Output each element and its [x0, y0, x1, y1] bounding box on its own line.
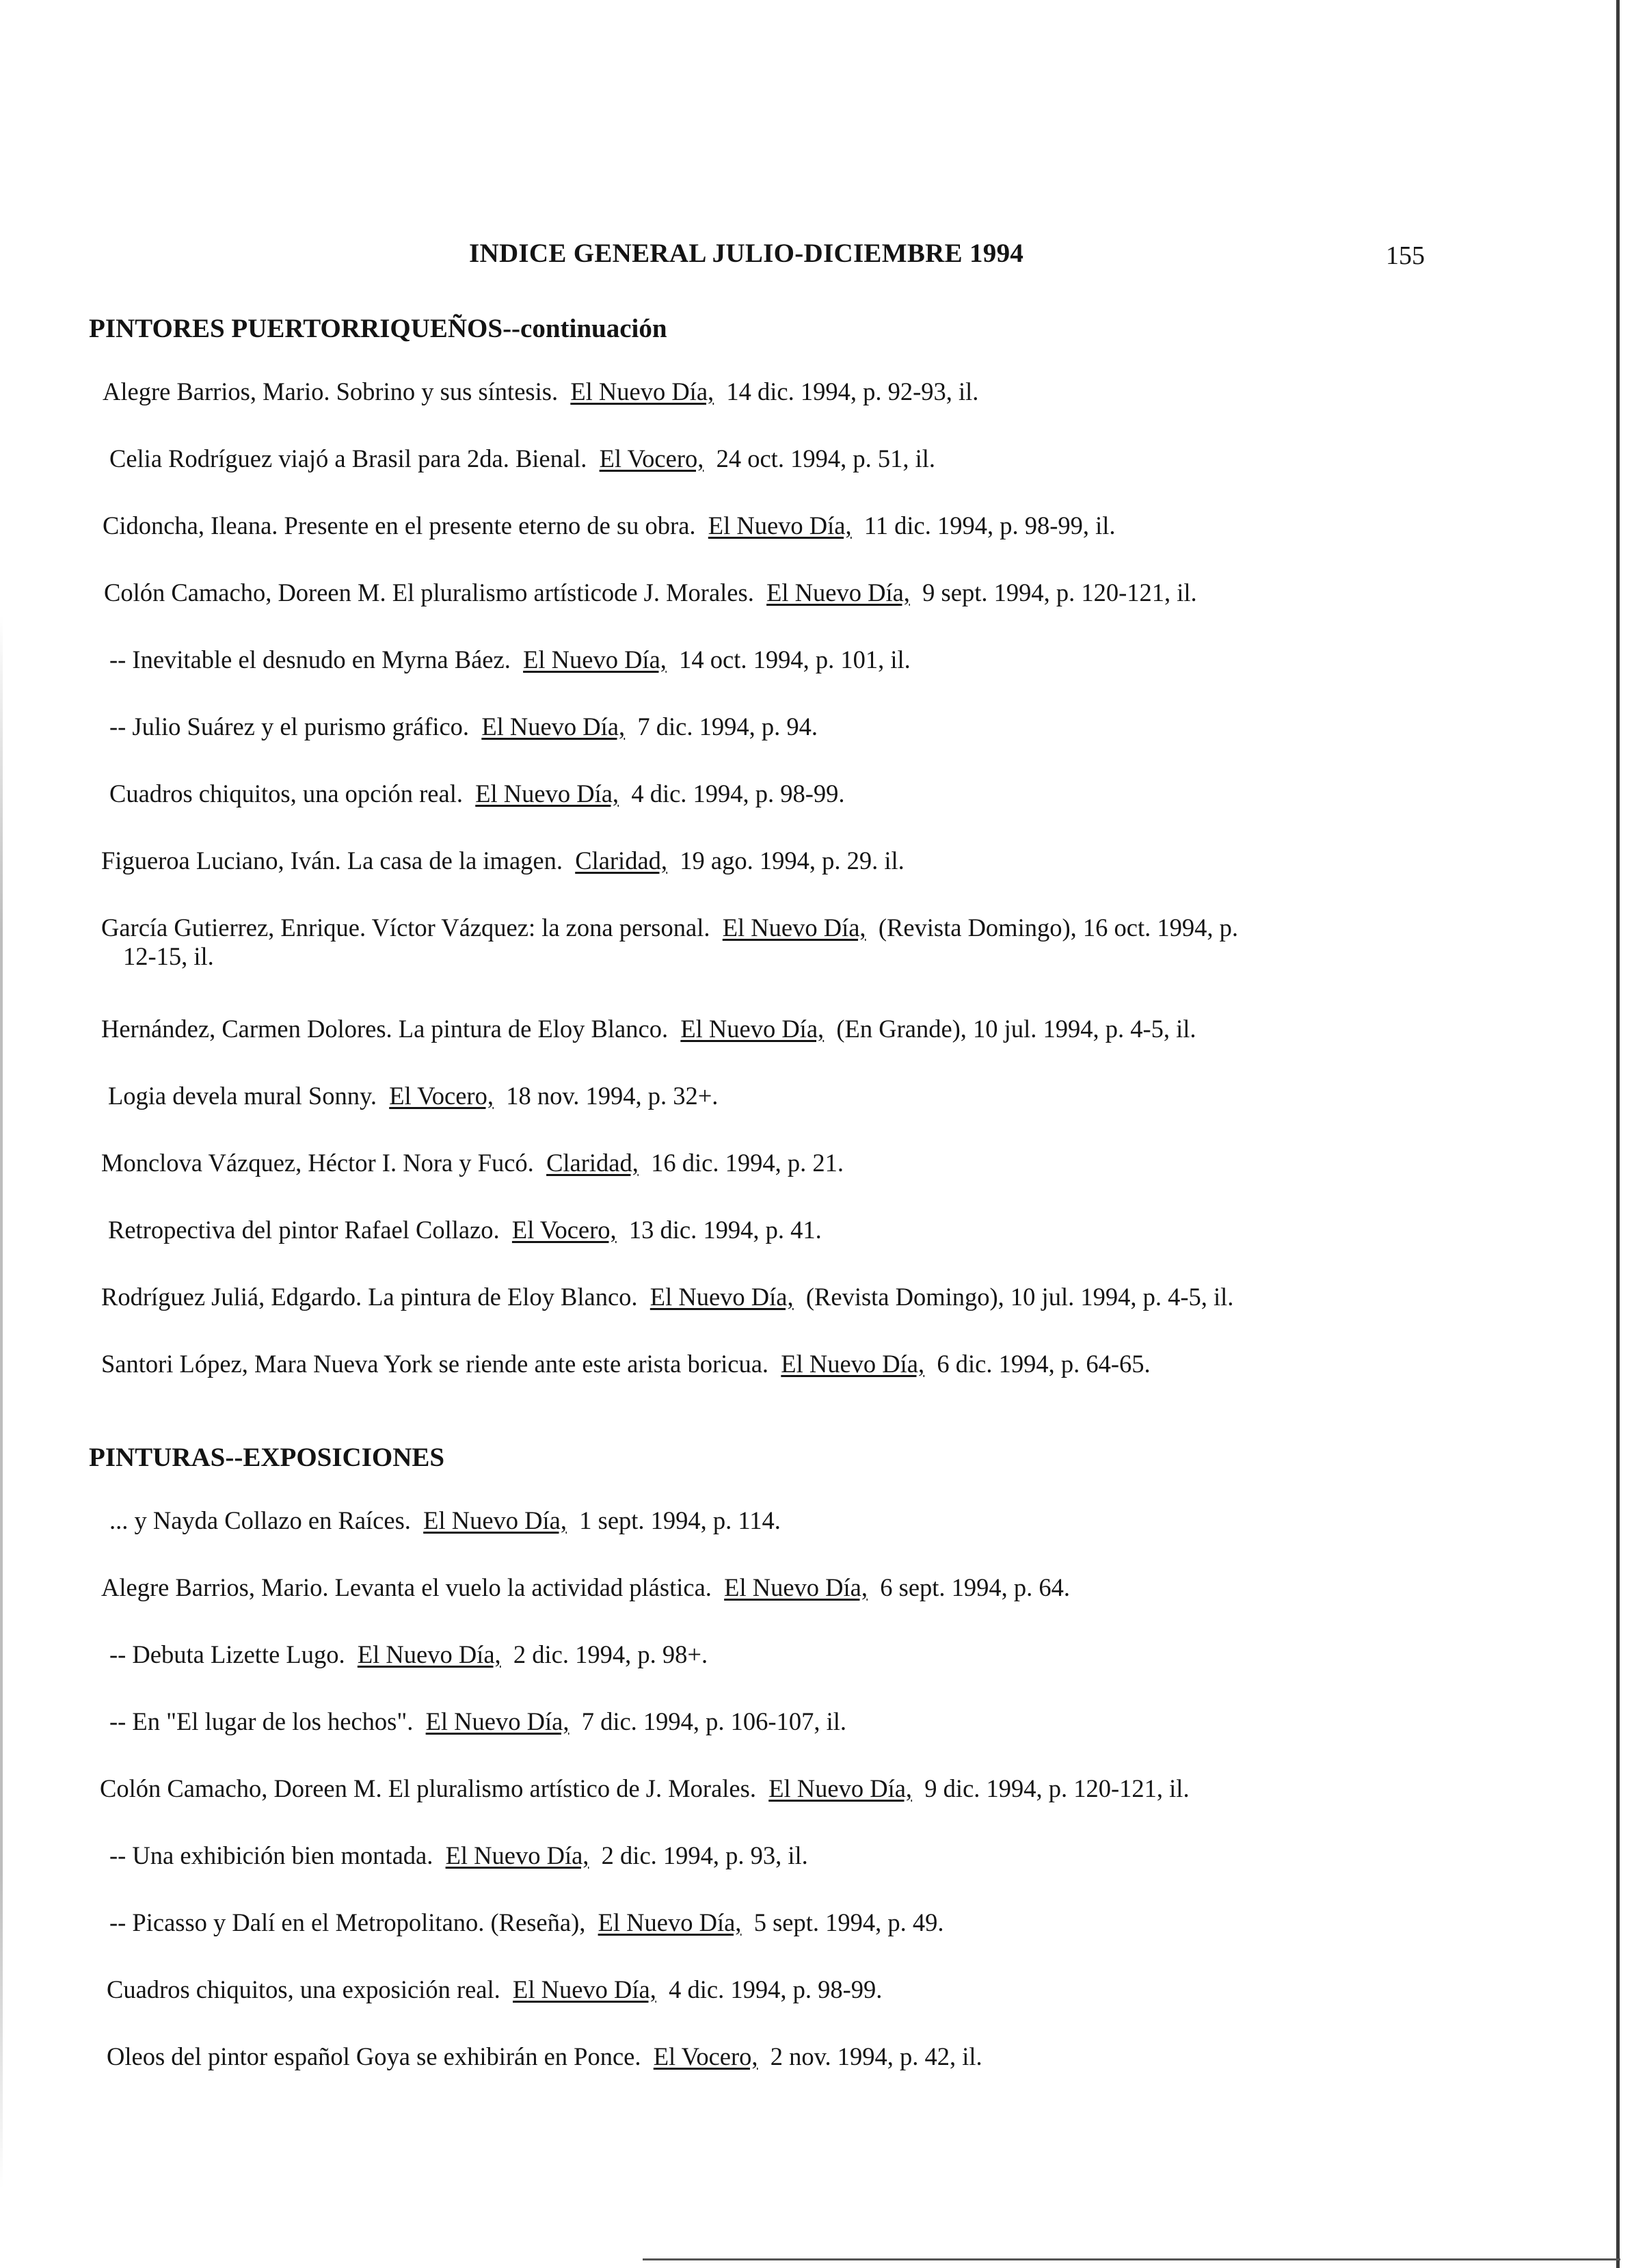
- entry-citation: 2 dic. 1994, p. 98+.: [513, 1640, 708, 1668]
- entry-text: -- Debuta Lizette Lugo.: [109, 1640, 345, 1668]
- entry-citation: 7 dic. 1994, p. 94.: [637, 712, 818, 741]
- index-entry: [109, 1908, 943, 1937]
- index-entry: [108, 1216, 822, 1244]
- index-entry: [103, 377, 978, 406]
- entry-source: El Nuevo Día,: [768, 1774, 913, 1802]
- entry-source: El Nuevo Día,: [475, 779, 619, 808]
- entry-citation: 13 dic. 1994, p. 41.: [628, 1216, 822, 1244]
- entry-citation: 9 sept. 1994, p. 120-121, il.: [922, 578, 1197, 606]
- entry-source: El Nuevo Día,: [649, 1283, 794, 1311]
- entry-source: El Nuevo Día,: [425, 1707, 570, 1735]
- index-entry: [109, 779, 845, 808]
- entry-citation: (Revista Domingo), 10 jul. 1994, p. 4-5, il.: [805, 1283, 1234, 1311]
- entry-source: El Vocero,: [653, 2042, 758, 2070]
- section-heading: PINTURAS--EXPOSICIONES: [89, 1443, 445, 1472]
- index-entry: [103, 511, 1116, 540]
- entry-text: Cuadros chiquitos, una opción real.: [109, 779, 463, 808]
- index-entry: [109, 444, 935, 473]
- entry-text: Retropectiva del pintor Rafael Collazo.: [108, 1216, 500, 1244]
- entry-source: El Nuevo Día,: [423, 1506, 567, 1534]
- entry-citation: 9 dic. 1994, p. 120-121, il.: [924, 1774, 1190, 1802]
- entry-source: Claridad,: [546, 1149, 639, 1177]
- page-number: 155: [1386, 241, 1425, 270]
- entry-source: El Nuevo Día,: [680, 1015, 825, 1043]
- entry-citation: (Revista Domingo), 16 oct. 1994, p.: [878, 913, 1238, 942]
- index-entry: [109, 1841, 808, 1870]
- entry-text: Colón Camacho, Doreen M. El pluralismo artístico de J. Morales.: [100, 1774, 756, 1802]
- entry-source: El Nuevo Día,: [445, 1841, 589, 1869]
- entry-text: Monclova Vázquez, Héctor I. Nora y Fucó.: [101, 1149, 534, 1177]
- entry-source: El Nuevo Día,: [708, 511, 852, 539]
- scan-border-bottom: [643, 2258, 1620, 2260]
- entry-citation: 2 nov. 1994, p. 42, il.: [770, 2042, 982, 2070]
- entry-citation: 18 nov. 1994, p. 32+.: [506, 1082, 719, 1110]
- entry-citation: 1 sept. 1994, p. 114.: [579, 1506, 781, 1534]
- index-entry: [101, 1015, 1196, 1043]
- index-entry: [101, 1573, 1070, 1602]
- entry-citation: 14 dic. 1994, p. 92-93, il.: [726, 377, 979, 405]
- entry-citation: 4 dic. 1994, p. 98-99.: [669, 1975, 883, 2003]
- entry-text: -- Julio Suárez y el purismo gráfico.: [109, 712, 470, 741]
- entry-citation: 16 dic. 1994, p. 21.: [651, 1149, 844, 1177]
- entry-text: Figueroa Luciano, Iván. La casa de la imagen.: [101, 846, 563, 875]
- index-entry: [109, 1506, 781, 1535]
- entry-citation: 7 dic. 1994, p. 106-107, il.: [581, 1707, 846, 1735]
- index-entry: [109, 712, 818, 741]
- index-entry: [100, 1774, 1190, 1803]
- entry-citation: 24 oct. 1994, p. 51, il.: [716, 444, 935, 472]
- index-entry: [101, 1149, 844, 1177]
- entry-source: El Vocero,: [511, 1216, 617, 1244]
- index-entry: [109, 645, 911, 674]
- entry-text: Rodríguez Juliá, Edgardo. La pintura de Eloy Blanco.: [101, 1283, 638, 1311]
- entry-text: Celia Rodríguez viajó a Brasil para 2da. Bienal.: [109, 444, 587, 472]
- entry-source: El Nuevo Día,: [766, 578, 910, 606]
- entry-text: Cuadros chiquitos, una exposición real.: [107, 1975, 500, 2003]
- index-entry: [104, 578, 1197, 607]
- entry-source: El Vocero,: [389, 1082, 494, 1110]
- entry-source: El Nuevo Día,: [724, 1573, 868, 1601]
- entry-citation: 11 dic. 1994, p. 98-99, il.: [863, 511, 1116, 539]
- entry-citation: 6 sept. 1994, p. 64.: [880, 1573, 1071, 1601]
- entry-source: El Nuevo Día,: [481, 712, 626, 741]
- index-entry: [109, 1640, 708, 1669]
- entry-text: -- Picasso y Dalí en el Metropolitano. (Reseña),: [109, 1908, 586, 1936]
- entry-text: Alegre Barrios, Mario. Levanta el vuelo la actividad plástica.: [101, 1573, 712, 1601]
- entry-text: -- Una exhibición bien montada.: [109, 1841, 433, 1869]
- entry-text: Colón Camacho, Doreen M. El pluralismo artísticode J. Morales.: [104, 578, 754, 606]
- entry-citation-continued: 12-15, il.: [123, 942, 214, 970]
- entry-source: El Nuevo Día,: [781, 1350, 925, 1378]
- index-entry: [107, 2042, 982, 2071]
- index-entry: [108, 1082, 718, 1110]
- scan-border-left: [0, 615, 3, 2188]
- entry-source: El Nuevo Día,: [357, 1640, 501, 1668]
- entry-citation: (En Grande), 10 jul. 1994, p. 4-5, il.: [836, 1015, 1196, 1043]
- entry-text: -- Inevitable el desnudo en Myrna Báez.: [109, 645, 511, 673]
- entry-text: Hernández, Carmen Dolores. La pintura de Eloy Blanco.: [101, 1015, 669, 1043]
- entry-source: El Vocero,: [599, 444, 704, 472]
- entry-citation: 14 oct. 1994, p. 101, il.: [679, 645, 911, 673]
- entry-text: García Gutierrez, Enrique. Víctor Vázquez: la zona personal.: [101, 913, 710, 942]
- page-title: INDICE GENERAL JULIO-DICIEMBRE 1994: [469, 239, 1024, 268]
- entry-text: Cidoncha, Ileana. Presente en el presente eterno de su obra.: [103, 511, 696, 539]
- entry-text: Oleos del pintor español Goya se exhibirán en Ponce.: [107, 2042, 641, 2070]
- entry-source: El Nuevo Día,: [598, 1908, 742, 1936]
- entry-source: El Nuevo Día,: [570, 377, 714, 405]
- entry-citation: 6 dic. 1994, p. 64-65.: [937, 1350, 1151, 1378]
- entry-source: El Nuevo Día,: [523, 645, 667, 673]
- scan-border-right: [1616, 0, 1620, 2268]
- entry-text: -- En "El lugar de los hechos".: [109, 1707, 414, 1735]
- entry-text: Logia devela mural Sonny.: [108, 1082, 377, 1110]
- entry-source: Claridad,: [575, 846, 668, 875]
- index-entry: [109, 1707, 846, 1736]
- index-entry: [101, 846, 905, 875]
- index-entry: [101, 913, 1238, 971]
- entry-text: Santori López, Mara Nueva York se riende ante este arista boricua.: [101, 1350, 769, 1378]
- entry-citation: 2 dic. 1994, p. 93, il.: [601, 1841, 808, 1869]
- entry-citation: 4 dic. 1994, p. 98-99.: [631, 779, 845, 808]
- index-entry: [101, 1283, 1233, 1311]
- entry-citation: 5 sept. 1994, p. 49.: [753, 1908, 944, 1936]
- section-heading: PINTORES PUERTORRIQUEÑOS--continuación: [89, 314, 667, 343]
- entry-source: El Nuevo Día,: [513, 1975, 656, 2003]
- entry-source: El Nuevo Día,: [722, 913, 866, 942]
- entry-text: ... y Nayda Collazo en Raíces.: [109, 1506, 411, 1534]
- index-entry: [101, 1350, 1151, 1378]
- entry-text: Alegre Barrios, Mario. Sobrino y sus síntesis.: [103, 377, 559, 405]
- entry-citation: 19 ago. 1994, p. 29. il.: [680, 846, 905, 875]
- index-entry: [107, 1975, 882, 2004]
